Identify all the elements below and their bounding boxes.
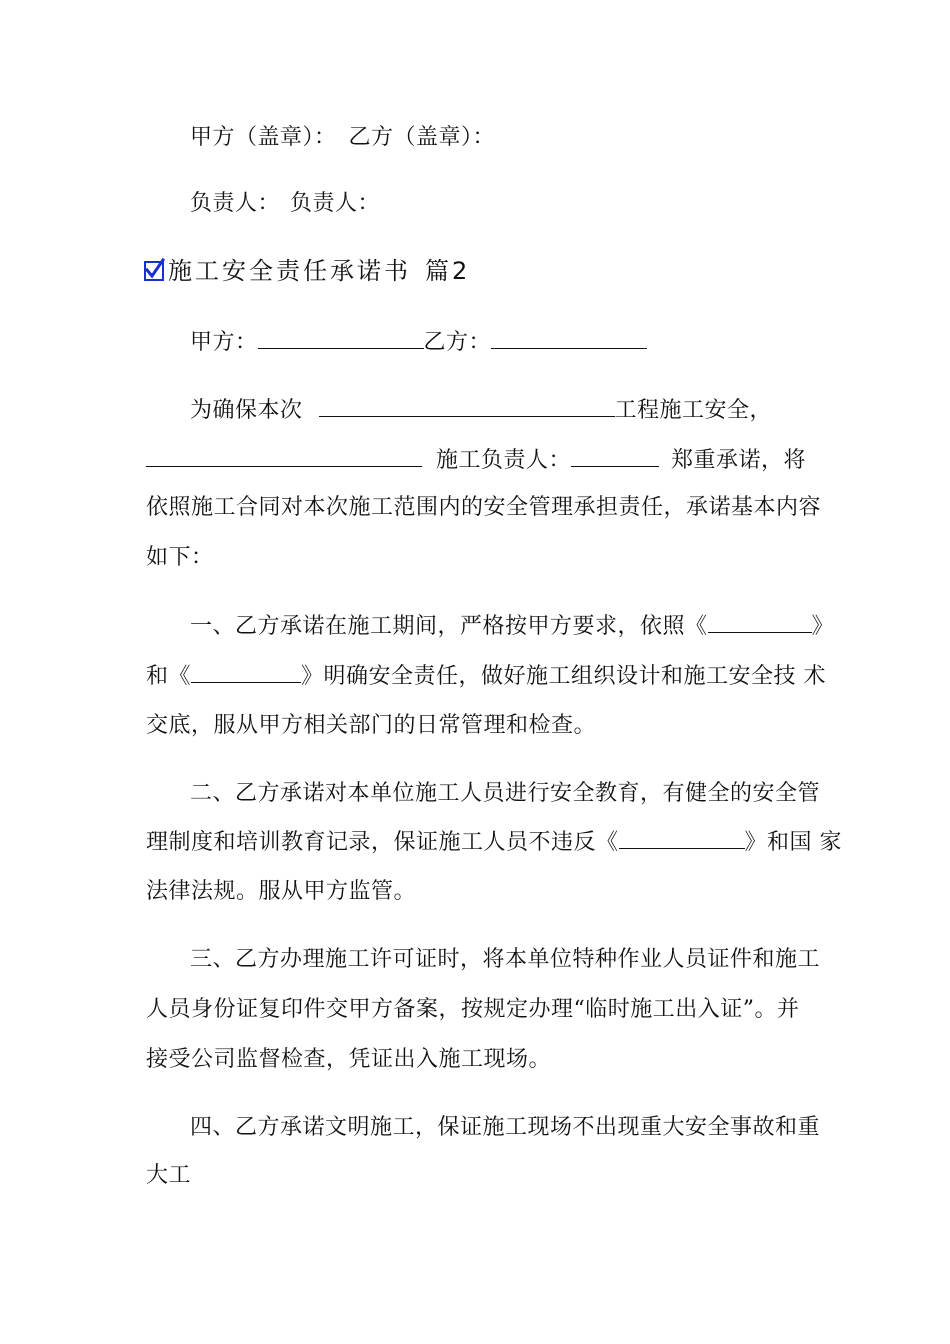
- clause3-line-2: 人员身份证复印件交甲方备案，按规定办理“临时施工出入证”。并: [146, 997, 800, 1022]
- clause1-bracket-close: 》: [811, 614, 835, 639]
- responsible-line: [190, 190, 854, 218]
- section-title: 施工安全责任承诺书: [168, 257, 411, 285]
- intro-text-start: 为确保本次: [190, 398, 303, 423]
- contractor-blank: [146, 446, 422, 467]
- checkbox-checked-icon: [144, 261, 164, 281]
- clause4-line-2: 大工: [146, 1163, 192, 1188]
- clause2-regulation-blank: [619, 828, 745, 849]
- clause1-line-3: 交底，服从甲方相关部门的日常管理和检查。: [146, 713, 597, 738]
- intro-line-2: [146, 446, 810, 475]
- party-b-blank: [491, 328, 647, 349]
- clause1-line2-start: 和《: [146, 664, 192, 689]
- clause2-line2-end: 》和国 家: [744, 830, 843, 855]
- clause2-line2-start: 理制度和培训教育记录，保证施工人员不违反《: [146, 830, 619, 855]
- clause1-line-1: [190, 612, 854, 641]
- intro-line-1: [190, 396, 854, 425]
- project-name-blank: [319, 396, 615, 417]
- manager-name-blank: [571, 446, 659, 467]
- clause1-regulation-blank-1: [708, 612, 812, 633]
- clause4-line-1: 四、乙方承诺文明施工，保证施工现场不出现重大安全事故和重: [190, 1115, 821, 1140]
- intro-commitment-text: 郑重承诺，将: [671, 448, 807, 473]
- responsible-b-label: 负责人：: [290, 191, 381, 216]
- parties-line: [190, 328, 854, 357]
- intro-line-3: 依照施工合同对本次施工范围内的安全管理承担责任，承诺基本内容: [146, 495, 822, 520]
- clause2-line-3: 法律法规。服从甲方监管。: [146, 879, 417, 904]
- clause1-line2-end: 》明确安全责任，做好施工组织设计和施工安全技 术: [301, 664, 827, 689]
- clause2-line-2: [146, 828, 843, 857]
- section-number: 篇2: [425, 257, 471, 285]
- intro-text-end: 工程施工安全，: [614, 398, 773, 423]
- seal-line: [190, 124, 854, 152]
- clause3-line-3: 接受公司监督检查，凭证出入施工现场。: [146, 1047, 552, 1072]
- party-a-label: 甲方：: [190, 330, 258, 355]
- party-a-blank: [258, 328, 424, 349]
- clause1-regulation-blank-2: [191, 662, 301, 683]
- responsible-a-label: 负责人：: [190, 191, 281, 216]
- construction-manager-label: 施工负责人：: [436, 448, 572, 473]
- party-a-seal-label: 甲方（盖章）：: [190, 125, 337, 150]
- party-b-label: 乙方：: [423, 330, 492, 355]
- clause1-line-2: [146, 662, 827, 691]
- section-heading: [144, 256, 470, 286]
- clause1-text: 一、乙方承诺在施工期间，严格按甲方要求，依照《: [190, 614, 708, 639]
- party-b-seal-label: 乙方（盖章）：: [348, 125, 496, 150]
- intro-line-4: 如下：: [146, 545, 214, 570]
- clause2-line-1: 二、乙方承诺对本单位施工人员进行安全教育，有健全的安全管: [190, 781, 821, 806]
- clause3-line-1: 三、乙方办理施工许可证时，将本单位特种作业人员证件和施工: [190, 947, 821, 972]
